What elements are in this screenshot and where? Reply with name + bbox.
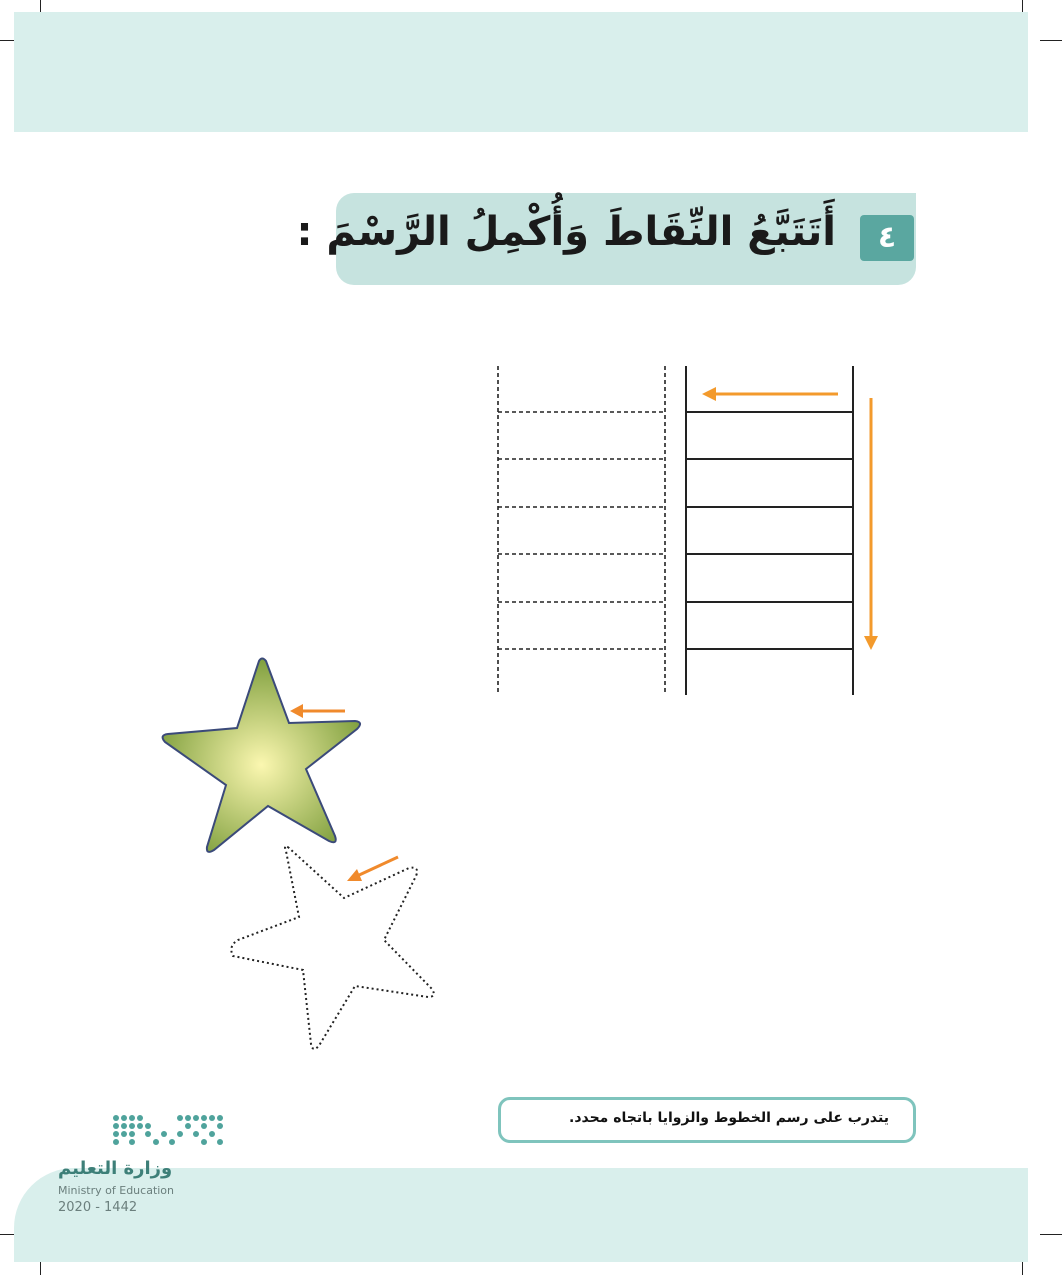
ladder-dotted (498, 366, 665, 695)
learning-objective-text: يتدرب على رسم الخطوط والزوايا باتجاه محدد. (569, 1110, 889, 1126)
ladder-solid (686, 366, 853, 695)
arrow-down-icon (864, 398, 878, 650)
ministry-name-english: Ministry of Education (58, 1184, 175, 1197)
star-filled (163, 659, 360, 852)
logo-dots-icon (58, 1112, 228, 1152)
learning-objective-box (498, 1097, 916, 1143)
exercise-title: أَتَتَبَّعُ النِّقَاطَ وَأُكْمِلُ الرَّسْمَ : (296, 209, 836, 255)
exercise-number-badge: ٤ (860, 215, 914, 261)
arrow-left-icon (702, 387, 838, 401)
ministry-name-arabic: وزارة التعليم (58, 1158, 173, 1179)
edition-year: 2020 - 1442 (58, 1200, 138, 1215)
ministry-logo (58, 1112, 228, 1222)
arrow-star-top-icon (290, 704, 345, 718)
star-dotted (231, 846, 433, 1049)
